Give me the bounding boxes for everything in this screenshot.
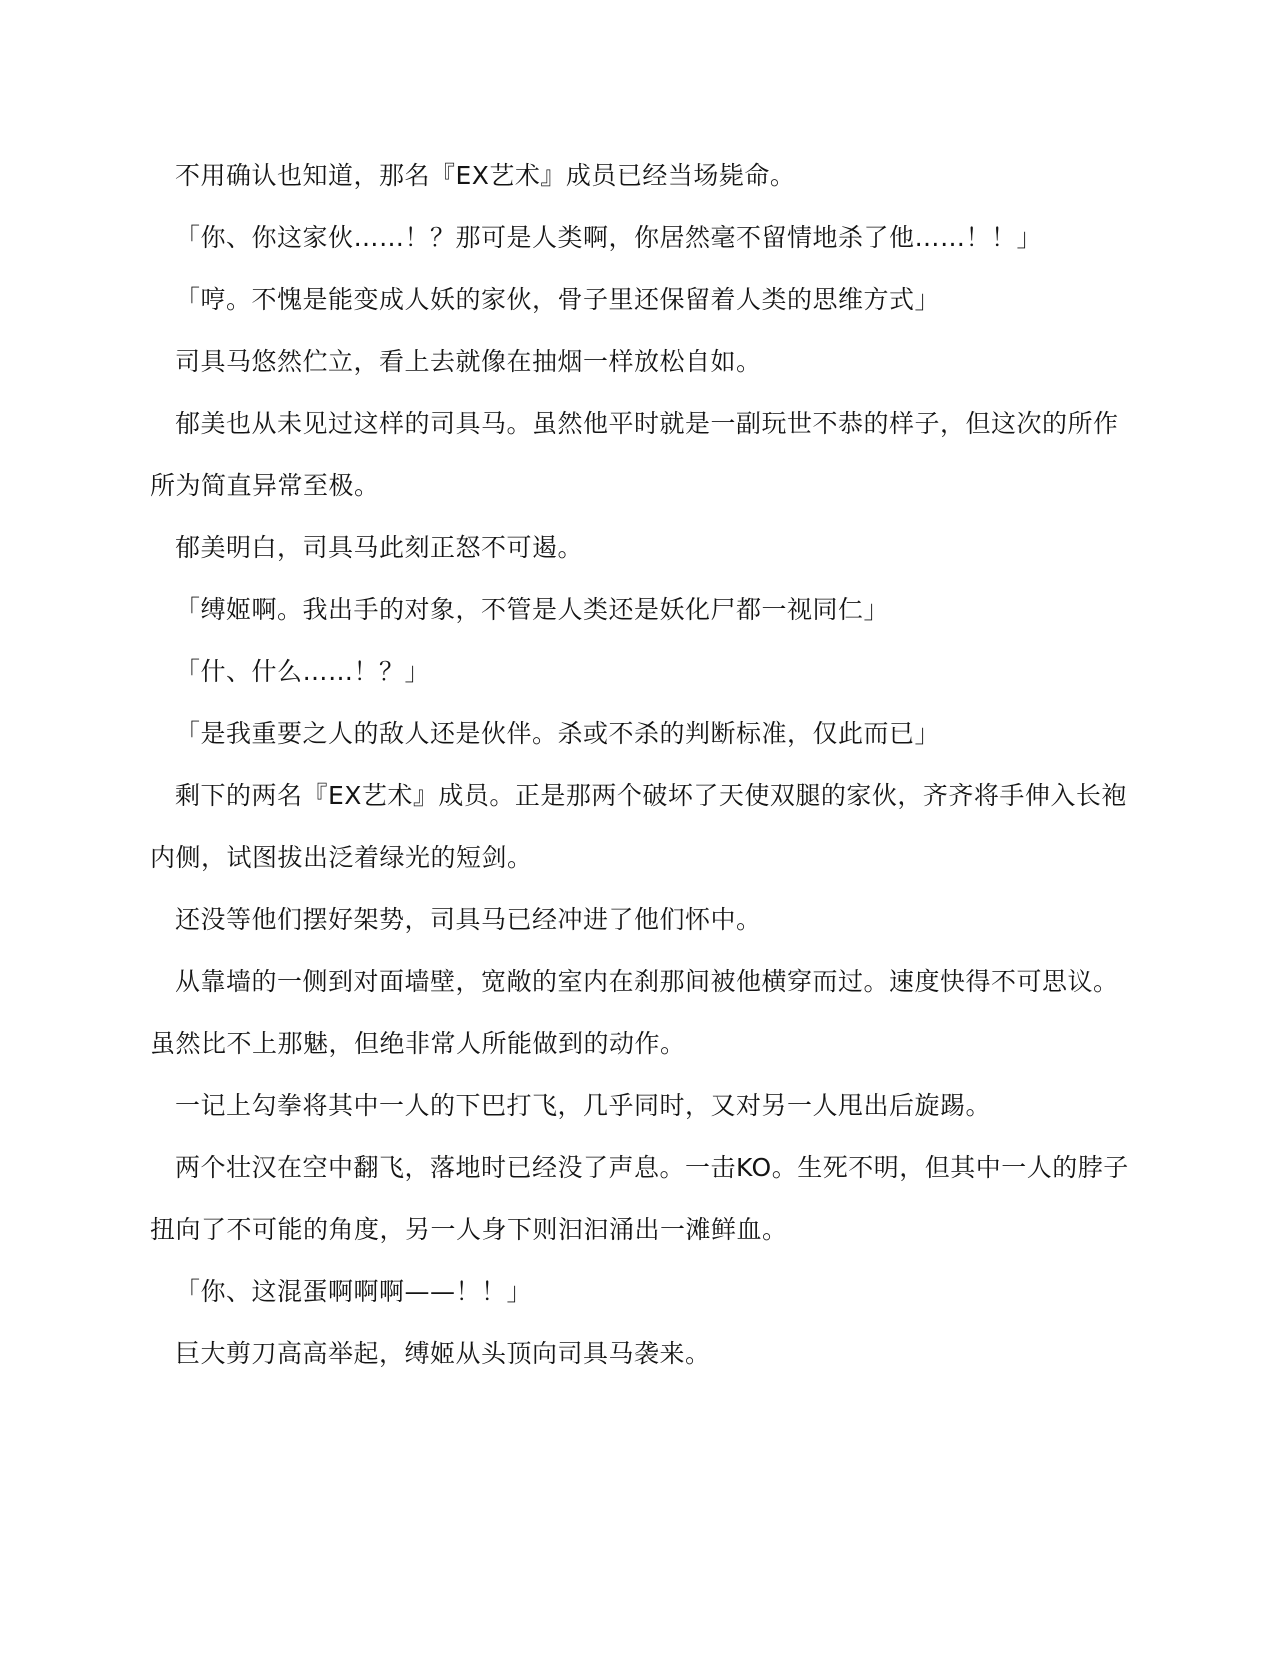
paragraph: 「哼。不愧是能变成人妖的家伙，骨子里还保留着人类的思维方式」 — [175, 285, 941, 314]
paragraph: 一记上勾拳将其中一人的下巴打飞，几乎同时，又对另一人甩出后旋踢。 — [175, 1091, 992, 1120]
paragraph: 不用确认也知道，那名『EX艺术』成员已经当场毙命。 — [175, 161, 796, 190]
paragraph: 巨大剪刀高高举起，缚姬从头顶向司具马袭来。 — [175, 1339, 711, 1368]
paragraph: 两个壮汉在空中翻飞，落地时已经没了声息。一击KO。生死不明，但其中一人的脖子扭向了不可能的角度，另一人身下则汩汩涌出一滩鲜血。 — [150, 1153, 1129, 1244]
paragraph: 还没等他们摆好架势，司具马已经冲进了他们怀中。 — [175, 905, 762, 934]
paragraph: 从靠墙的一侧到对面墙壁，宽敞的室内在刹那间被他横穿而过。速度快得不可思议。虽然比不上那魅，但绝非常人所能做到的动作。 — [150, 967, 1119, 1058]
paragraph: 郁美也从未见过这样的司具马。虽然他平时就是一副玩世不恭的样子，但这次的所作所为简直异常至极。 — [150, 409, 1119, 500]
paragraph: 「缚姬啊。我出手的对象，不管是人类还是妖化尸都一视同仁」 — [175, 595, 890, 624]
paragraph: 剩下的两名『EX艺术』成员。正是那两个破坏了天使双腿的家伙，齐齐将手伸入长袍内侧，试图拔出泛着绿光的短剑。 — [150, 781, 1127, 872]
paragraph: 「是我重要之人的敌人还是伙伴。杀或不杀的判断标准，仅此而已」 — [175, 719, 941, 748]
paragraph: 郁美明白，司具马此刻正怒不可遏。 — [175, 533, 584, 562]
paragraph: 「你、你这家伙……！？那可是人类啊，你居然毫不留情地杀了他……！！」 — [175, 223, 1043, 252]
body-text — [150, 145, 1135, 1385]
paragraph: 「什、什么……！？」 — [175, 657, 431, 686]
paragraph: 司具马悠然伫立，看上去就像在抽烟一样放松自如。 — [175, 347, 762, 376]
paragraph: 「你、这混蛋啊啊啊——！！」 — [175, 1277, 533, 1306]
